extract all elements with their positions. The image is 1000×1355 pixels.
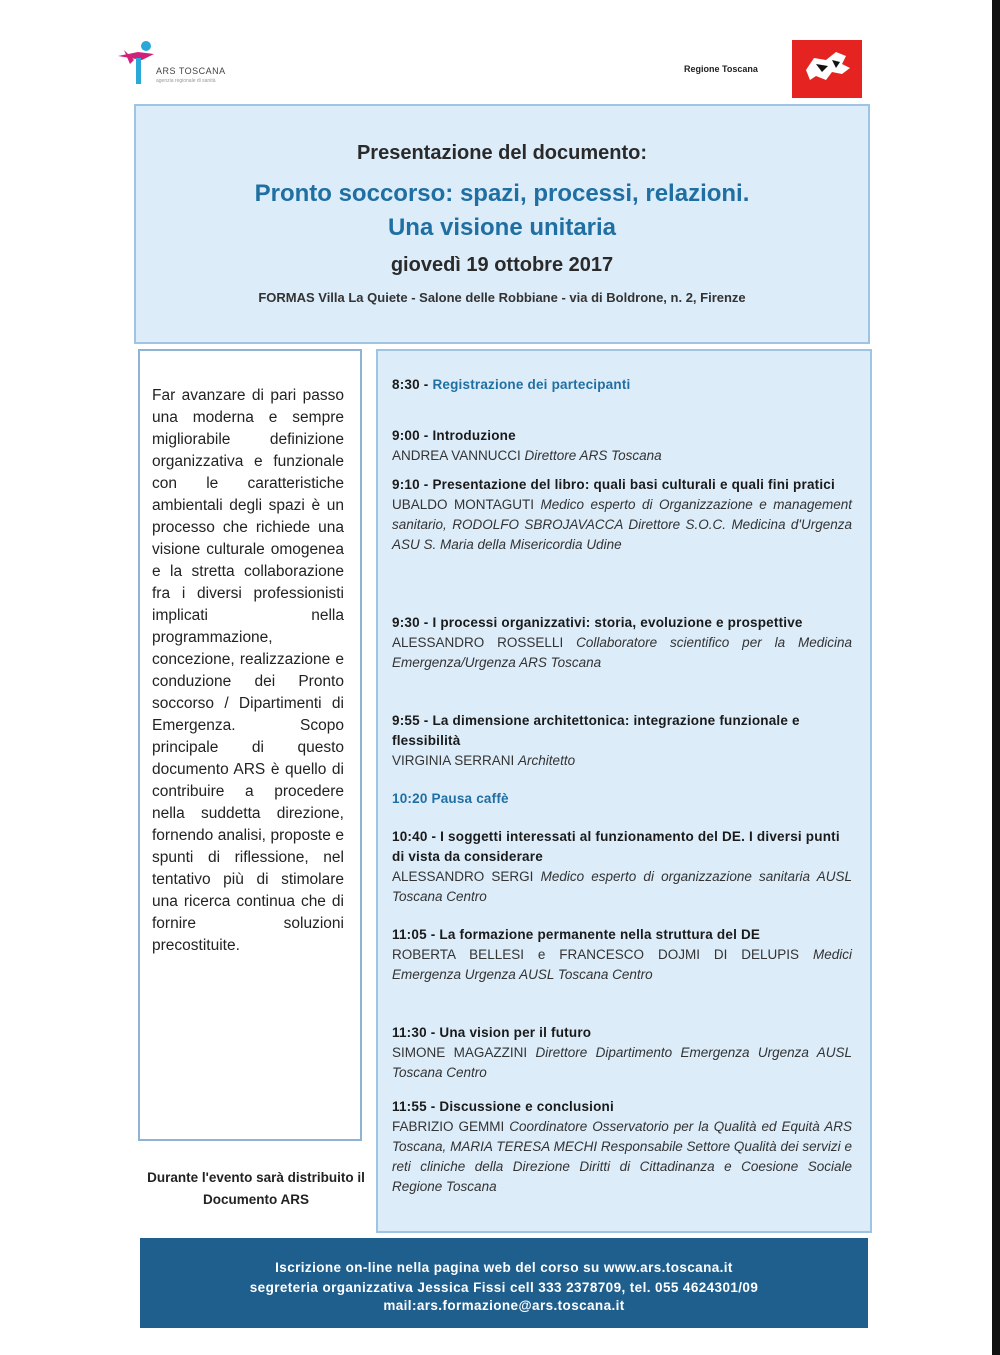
program-title: Presentazione del libro: quali basi culturali e quali fini pratici (432, 477, 835, 492)
program-time: 10:40 (392, 829, 428, 844)
ars-figure-icon (116, 40, 156, 90)
program-item: 8:30 - Registrazione dei partecipanti (392, 377, 631, 392)
program-title: La formazione permanente nella struttura del DE (439, 927, 761, 942)
description-text: Far avanzare di pari passo una moderna e sempre migliorabile definizione organizzativa e funzionale con le caratteristiche ambientali degli spazi è un processo che richiede una visione culturale omogenea e la stretta collaborazione fra i diversi professionisti implicati nella programmazione, concezione, realizzazione e conduzione dei Pronto soccorso / Dipartimenti di Emergenza. Scopo principale di questo documento ARS è quello di contribuire a procedere nella suddetta direzione, fornendo analisi, proposte e spunti di riflessione, nel tentativo più di stimolare una ricerca continua che di fornire soluzioni precostituite. (152, 387, 344, 954)
program-speaker: ROBERTA BELLESI e FRANCESCO DOJMI DI DELUPIS (392, 947, 800, 962)
program-time: 11:55 (392, 1099, 427, 1114)
program-role: Direttore ARS Toscana (524, 448, 662, 463)
event-date: giovedì 19 ottobre 2017 (390, 254, 614, 276)
program-speaker: FABRIZIO GEMMI (392, 1119, 505, 1134)
program-title: Introduzione (432, 428, 516, 443)
program-time: 9:00 (392, 428, 420, 443)
program-time: 8:30 (392, 377, 420, 392)
program-item: 11:30 - Una vision per il futuro SIMONE MAGAZZINI Direttore Dipartimento Emergenza Urgenza AUSL Toscana Centro (392, 1025, 852, 1080)
footer-registration-link[interactable]: Iscrizione on-line nella pagina web del corso su www.ars.toscana.it (275, 1260, 733, 1275)
ars-logo-text: ARS TOSCANA (156, 66, 226, 76)
pre-title: Presentazione del documento: (356, 142, 648, 164)
page-edge (992, 0, 1000, 1355)
event-title-line2: Una visione unitaria (387, 214, 617, 241)
program-speaker: UBALDO MONTAGUTI (392, 497, 534, 512)
regione-toscana-text: Regione Toscana (684, 64, 758, 74)
program-role: Architetto (518, 753, 576, 768)
program-speaker: ALESSANDRO SERGI (392, 869, 534, 884)
pegasus-emblem-icon (792, 40, 862, 98)
program-item: 9:10 - Presentazione del libro: quali basi culturali e quali fini pratici UBALDO MONTAGUTI Medico esperto di Organizzazione e management sanitario, RODOLFO SBROJAVACCA Direttore S.O.C. Medicina d'Urgenza ASU S. Maria della Misericordia Udine (392, 477, 852, 552)
program-speaker: ALESSANDRO ROSSELLI (392, 635, 564, 650)
program-title: I processi organizzativi: storia, evoluzione e prospettive (432, 615, 803, 630)
program-item: 10:40 - I soggetti interessati al funzionamento del DE. I diversi punti di vista da considerare ALESSANDRO SERGI Medico esperto di organizzazione sanitaria AUSL Toscana Centro (392, 829, 852, 904)
program-role: Medico esperto di Organizzazione e management sanitario, RODOLFO SBROJAVACCA Direttore S.O.C. Medicina d'Urgenza ASU S. Maria della Misericordia Udine (392, 497, 852, 552)
program-speaker: SIMONE MAGAZZINI (392, 1045, 528, 1060)
program-title: La dimensione architettonica: integrazione funzionale e flessibilità (392, 713, 800, 748)
program-time: 11:30 (392, 1025, 427, 1040)
event-header-panel (134, 104, 870, 344)
program-role: Medici Emergenza Urgenza AUSL Toscana Centro (392, 947, 852, 982)
description-panel (138, 349, 362, 1141)
program-time: 11:05 (392, 927, 427, 942)
program-title: Registrazione dei partecipanti (432, 377, 631, 392)
distribution-note: Durante l'evento sarà distribuito il Documento ARS (147, 1170, 365, 1207)
program-speaker: VIRGINIA SERRANI (392, 753, 515, 768)
program-title: Discussione e conclusioni (439, 1099, 614, 1114)
footer-secretariat: segreteria organizzativa Jessica Fissi cell 333 2378709, tel. 055 4624301/09 (249, 1280, 759, 1295)
program-item: 11:55 - Discussione e conclusioni FABRIZIO GEMMI Coordinatore Osservatorio per la Qualità ed Equità ARS Toscana, MARIA TERESA MECHI Responsabile Settore Qualità dei servizi e reti cliniche della Direzione Diritti di Cittadinanza e Coesione Sociale Regione Toscana (392, 1099, 852, 1194)
program-item: 11:05 - La formazione permanente nella struttura del DE ROBERTA BELLESI e FRANCESCO DOJMI DI DELUPIS Medici Emergenza Urgenza AUSL Toscana Centro (392, 927, 852, 982)
program-time: 9:55 (392, 713, 420, 728)
program-speaker: ANDREA VANNUCCI (392, 448, 521, 463)
ars-toscana-logo (116, 40, 256, 90)
program-item: 9:00 - Introduzione ANDREA VANNUCCI Direttore ARS Toscana (392, 428, 662, 463)
program-panel (376, 349, 872, 1233)
program-time: 9:30 (392, 615, 420, 630)
regione-toscana-logo (684, 40, 864, 100)
program-role: Collaboratore scientifico per la Medicina Emergenza/Urgenza ARS Toscana (392, 635, 852, 670)
program-role: Coordinatore Osservatorio per la Qualità ed Equità ARS Toscana, MARIA TERESA MECHI Responsabile Settore Qualità dei servizi e reti cliniche della Direzione Diritti di Cittadinanza e Coesione Sociale Regione Toscana (392, 1119, 852, 1194)
program-role: Medico esperto di organizzazione sanitaria AUSL Toscana Centro (392, 869, 852, 904)
event-title-line1: Pronto soccorso: spazi, processi, relazioni. (254, 180, 750, 207)
program-title: Pausa caffè (431, 791, 509, 806)
ars-logo-tagline: agenzia regionale di sanità (156, 78, 216, 84)
program-item (392, 789, 852, 809)
footer-email-link[interactable]: mail:ars.formazione@ars.toscana.it (383, 1298, 625, 1313)
program-title: Una vision per il futuro (439, 1025, 592, 1040)
event-venue: FORMAS Villa La Quiete - Salone delle Robbiane - via di Boldrone, n. 2, Firenze (258, 290, 746, 305)
program-item: 9:55 - La dimensione architettonica: integrazione funzionale e flessibilità VIRGINIA SERRANI Architetto (392, 713, 800, 768)
program-role: Direttore Dipartimento Emergenza Urgenza AUSL Toscana Centro (392, 1045, 852, 1080)
program-time: 10:20 (392, 791, 428, 806)
registration-footer (140, 1238, 868, 1328)
program-title: I soggetti interessati al funzionamento del DE. I diversi punti di vista da considerare (392, 829, 840, 864)
program-time: 9:10 (392, 477, 420, 492)
program-item: 9:30 - I processi organizzativi: storia, evoluzione e prospettive ALESSANDRO ROSSELLI Collaboratore scientifico per la Medicina Emergenza/Urgenza ARS Toscana (392, 615, 852, 670)
